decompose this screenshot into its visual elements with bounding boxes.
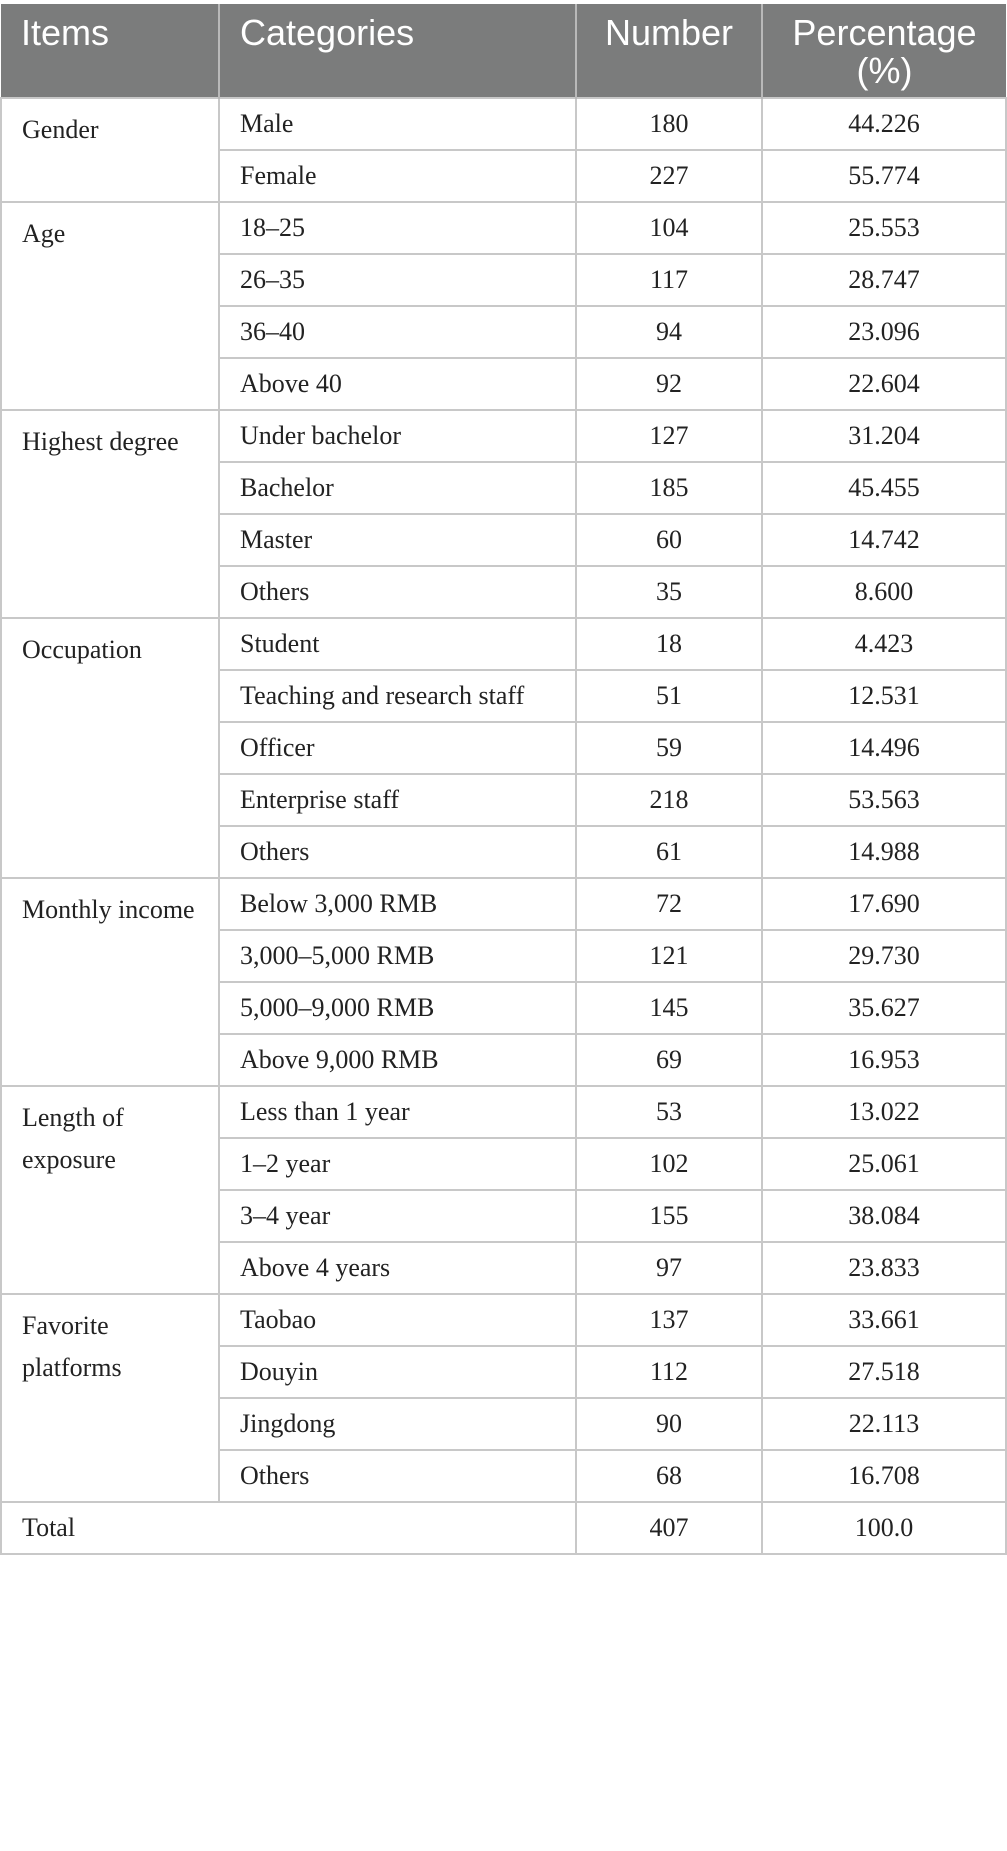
number-cell: 137 <box>576 1294 762 1346</box>
number-cell: 53 <box>576 1086 762 1138</box>
percentage-cell: 16.953 <box>762 1034 1006 1086</box>
percentage-cell: 25.553 <box>762 202 1006 254</box>
category-cell: Bachelor <box>219 462 576 514</box>
percentage-cell: 13.022 <box>762 1086 1006 1138</box>
number-cell: 155 <box>576 1190 762 1242</box>
item-cell: Highest degree <box>1 410 219 618</box>
number-cell: 90 <box>576 1398 762 1450</box>
number-cell: 59 <box>576 722 762 774</box>
category-cell: 5,000–9,000 RMB <box>219 982 576 1034</box>
table-row <box>1 618 1006 670</box>
item-cell: Occupation <box>1 618 219 878</box>
number-cell: 51 <box>576 670 762 722</box>
category-cell: 26–35 <box>219 254 576 306</box>
header-number: Number <box>576 4 762 98</box>
percentage-cell: 45.455 <box>762 462 1006 514</box>
category-cell: Above 40 <box>219 358 576 410</box>
percentage-cell: 14.742 <box>762 514 1006 566</box>
percentage-cell: 27.518 <box>762 1346 1006 1398</box>
item-cell: Favorite platforms <box>1 1294 219 1502</box>
number-cell: 72 <box>576 878 762 930</box>
number-cell: 117 <box>576 254 762 306</box>
category-cell: Enterprise staff <box>219 774 576 826</box>
category-cell: Above 9,000 RMB <box>219 1034 576 1086</box>
percentage-cell: 29.730 <box>762 930 1006 982</box>
category-cell: Teaching and research staff <box>219 670 576 722</box>
number-cell: 180 <box>576 98 762 150</box>
percentage-cell: 38.084 <box>762 1190 1006 1242</box>
percentage-cell: 33.661 <box>762 1294 1006 1346</box>
percentage-cell: 53.563 <box>762 774 1006 826</box>
category-cell: Below 3,000 RMB <box>219 878 576 930</box>
percentage-cell: 22.113 <box>762 1398 1006 1450</box>
total-number: 407 <box>576 1502 762 1554</box>
category-cell: Others <box>219 1450 576 1502</box>
header-categories: Categories <box>219 4 576 98</box>
percentage-cell: 23.833 <box>762 1242 1006 1294</box>
total-label: Total <box>1 1502 576 1554</box>
percentage-cell: 31.204 <box>762 410 1006 462</box>
category-cell: Jingdong <box>219 1398 576 1450</box>
number-cell: 121 <box>576 930 762 982</box>
category-cell: 1–2 year <box>219 1138 576 1190</box>
number-cell: 94 <box>576 306 762 358</box>
number-cell: 127 <box>576 410 762 462</box>
number-cell: 104 <box>576 202 762 254</box>
percentage-cell: 8.600 <box>762 566 1006 618</box>
percentage-cell: 4.423 <box>762 618 1006 670</box>
number-cell: 35 <box>576 566 762 618</box>
number-cell: 227 <box>576 150 762 202</box>
table-row <box>1 202 1006 254</box>
category-cell: Taobao <box>219 1294 576 1346</box>
category-cell: Male <box>219 98 576 150</box>
category-cell: Above 4 years <box>219 1242 576 1294</box>
percentage-cell: 22.604 <box>762 358 1006 410</box>
header-percentage: Percentage (%) <box>762 4 1006 98</box>
percentage-cell: 35.627 <box>762 982 1006 1034</box>
number-cell: 97 <box>576 1242 762 1294</box>
percentage-cell: 17.690 <box>762 878 1006 930</box>
number-cell: 69 <box>576 1034 762 1086</box>
percentage-cell: 16.708 <box>762 1450 1006 1502</box>
category-cell: 18–25 <box>219 202 576 254</box>
category-cell: Less than 1 year <box>219 1086 576 1138</box>
table-row <box>1 1294 1006 1346</box>
table-row <box>1 98 1006 150</box>
category-cell: 3,000–5,000 RMB <box>219 930 576 982</box>
category-cell: Others <box>219 566 576 618</box>
item-cell: Monthly income <box>1 878 219 1086</box>
header-row <box>1 4 1006 98</box>
number-cell: 18 <box>576 618 762 670</box>
table-row <box>1 878 1006 930</box>
number-cell: 61 <box>576 826 762 878</box>
item-cell: Gender <box>1 98 219 202</box>
category-cell: Officer <box>219 722 576 774</box>
percentage-cell: 44.226 <box>762 98 1006 150</box>
demographics-table <box>0 4 1007 1555</box>
number-cell: 145 <box>576 982 762 1034</box>
number-cell: 185 <box>576 462 762 514</box>
number-cell: 68 <box>576 1450 762 1502</box>
category-cell: 36–40 <box>219 306 576 358</box>
number-cell: 60 <box>576 514 762 566</box>
category-cell: Under bachelor <box>219 410 576 462</box>
number-cell: 92 <box>576 358 762 410</box>
number-cell: 112 <box>576 1346 762 1398</box>
percentage-cell: 28.747 <box>762 254 1006 306</box>
item-cell: Length of exposure <box>1 1086 219 1294</box>
item-cell: Age <box>1 202 219 410</box>
percentage-cell: 14.988 <box>762 826 1006 878</box>
table-body <box>1 98 1006 1554</box>
category-cell: Others <box>219 826 576 878</box>
category-cell: Female <box>219 150 576 202</box>
category-cell: Student <box>219 618 576 670</box>
table-row <box>1 1086 1006 1138</box>
number-cell: 218 <box>576 774 762 826</box>
percentage-cell: 14.496 <box>762 722 1006 774</box>
percentage-cell: 12.531 <box>762 670 1006 722</box>
category-cell: 3–4 year <box>219 1190 576 1242</box>
total-percentage: 100.0 <box>762 1502 1006 1554</box>
percentage-cell: 25.061 <box>762 1138 1006 1190</box>
category-cell: Master <box>219 514 576 566</box>
table-row <box>1 410 1006 462</box>
header-items: Items <box>1 4 219 98</box>
category-cell: Douyin <box>219 1346 576 1398</box>
percentage-cell: 23.096 <box>762 306 1006 358</box>
percentage-cell: 55.774 <box>762 150 1006 202</box>
total-row <box>1 1502 1006 1554</box>
number-cell: 102 <box>576 1138 762 1190</box>
